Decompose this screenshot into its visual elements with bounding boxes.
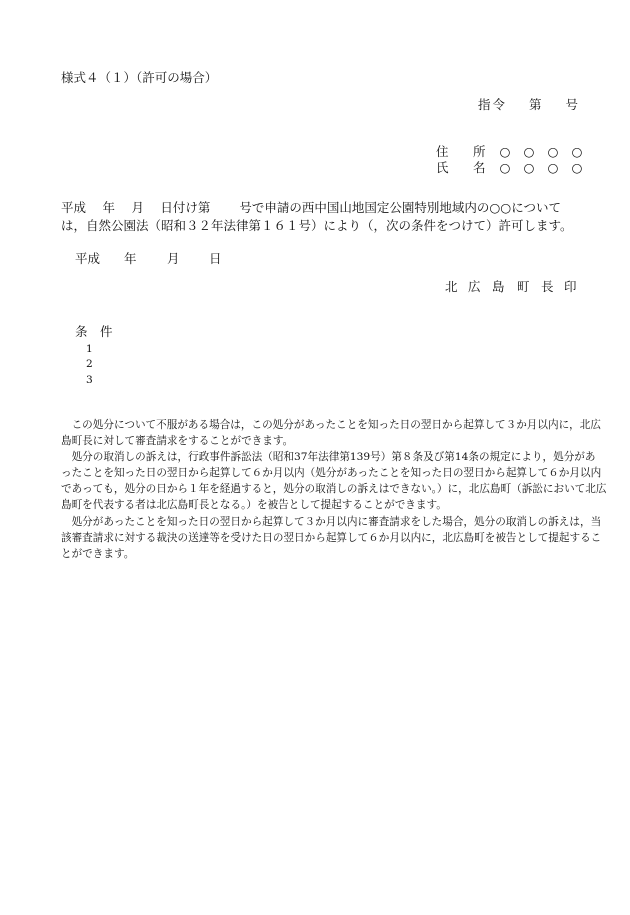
order-number-line xyxy=(478,97,580,113)
applicant-address xyxy=(436,144,588,160)
form-label: 様式４（１）（許可の場合） xyxy=(61,70,218,85)
appeal-notice-line: ったことを知った日の翌日から起算して６か月以内（処分があったことを知った日の翌日から起算して６か月以内 xyxy=(61,467,602,479)
name-mark: ○ xyxy=(547,160,559,175)
order-go: 号 xyxy=(565,97,581,112)
condition-item: 3 xyxy=(86,374,93,386)
appeal-notice-line: 該審査請求に対する裁決の送達等を受けた日の翌日から起算して６か月以内に，北広島町を被告として提起するこ xyxy=(61,532,602,544)
issuer-char: 町 xyxy=(517,279,530,294)
name-mark: ○ xyxy=(499,160,511,175)
issuer-char: 長 xyxy=(541,279,554,294)
issue-date xyxy=(75,251,222,267)
order-label: 指令 xyxy=(478,97,508,112)
condition-item: 1 xyxy=(86,343,93,355)
issuer-char: 広 xyxy=(468,279,481,294)
name-mark: ○ xyxy=(523,160,535,175)
appeal-notice-line: 島町長に対して審査請求をすることができます。 xyxy=(61,435,294,447)
address-mark: ○ xyxy=(571,144,583,159)
address-label: 住 所 xyxy=(436,144,492,159)
appeal-notice-line: 島町を代表する者は北広島町長となる。）を被告として提起することができます。 xyxy=(61,499,447,511)
appeal-notice-line: とができます。 xyxy=(61,548,135,560)
address-mark: ○ xyxy=(547,144,559,159)
permit-body-line-2: は，自然公園法（昭和３２年法律第１６１号）により（，次の条件をつけて）許可します。 xyxy=(61,218,573,233)
permit-body-line-1: 平成 年 月 日付け第 号で申請の西中国山地国定公園特別地域内の○○について xyxy=(61,200,561,215)
issuer-char: 島 xyxy=(492,279,505,294)
appeal-notice-line: この処分について不服がある場合は，この処分があったことを知った日の翌日から起算して３か月以内に，北広 xyxy=(61,419,601,431)
applicant-name xyxy=(436,160,588,176)
issuer-char: 北 xyxy=(445,279,458,294)
appeal-notice-line: 処分があったことを知った日の翌日から起算して３か月以内に審査請求をした場合，処分の取消しの訴えは，当 xyxy=(61,516,602,528)
condition-item: 2 xyxy=(86,358,93,370)
seal-mark: 印 xyxy=(564,279,577,294)
date-year: 年 xyxy=(124,251,137,266)
issuer-signature xyxy=(445,279,577,295)
order-dai: 第 xyxy=(529,97,544,112)
appeal-notice-line: 処分の取消しの訴えは，行政事件訴訟法（昭和37年法律第139号）第８条及び第14条の規定により，処分があ xyxy=(61,451,596,463)
name-label: 氏 名 xyxy=(436,160,492,175)
address-mark: ○ xyxy=(523,144,535,159)
date-era: 平成 xyxy=(75,251,101,266)
date-day: 日 xyxy=(209,251,222,266)
address-mark: ○ xyxy=(499,144,511,159)
appeal-notice-line: であっても，処分の日から１年を経過すると，処分の取消しの訴えはできない。）に，北広島町（訴訟において北広 xyxy=(61,483,607,495)
conditions-heading: 条 件 xyxy=(75,324,113,339)
date-month: 月 xyxy=(167,251,180,266)
name-mark: ○ xyxy=(571,160,583,175)
